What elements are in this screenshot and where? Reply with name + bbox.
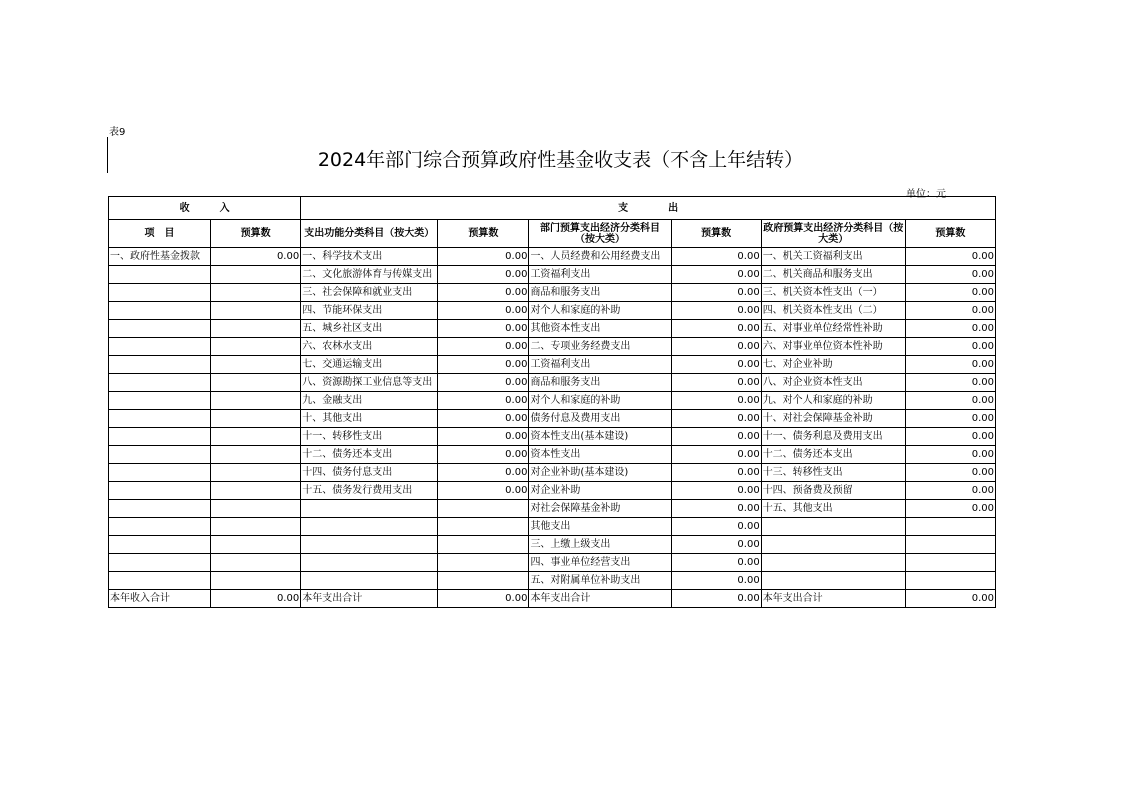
gov-econ-item-cell: 四、机关资本性支出（二） <box>761 302 905 320</box>
dept-econ-amount-cell: 0.00 <box>671 356 761 374</box>
dept-econ-amount-cell: 0.00 <box>671 590 761 608</box>
function-item-cell: 十一、转移性支出 <box>301 428 438 446</box>
dept-econ-item-cell: 二、专项业务经费支出 <box>529 338 671 356</box>
function-amount-cell: 0.00 <box>438 320 529 338</box>
gov-econ-item-cell <box>761 518 905 536</box>
table-row <box>109 410 996 428</box>
page-title: 2024年部门综合预算政府性基金收支表（不含上年结转） <box>317 149 804 171</box>
function-amount-cell <box>438 572 529 590</box>
dept-econ-amount-cell: 0.00 <box>671 518 761 536</box>
dept-econ-amount-cell: 0.00 <box>671 500 761 518</box>
function-item-cell: 十、其他支出 <box>301 410 438 428</box>
gov-econ-item-cell <box>761 554 905 572</box>
function-item-cell: 六、农林水支出 <box>301 338 438 356</box>
dept-econ-item-cell: 其他资本性支出 <box>529 320 671 338</box>
income-amount-cell <box>211 446 301 464</box>
income-amount-cell <box>211 338 301 356</box>
dept-econ-amount-cell: 0.00 <box>671 482 761 500</box>
income-amount-cell <box>211 320 301 338</box>
income-item-cell <box>109 392 211 410</box>
table-row <box>109 482 996 500</box>
function-amount-cell: 0.00 <box>438 482 529 500</box>
gov-econ-item-cell: 十、对社会保障基金补助 <box>761 410 905 428</box>
dept-econ-item-cell: 资本性支出(基本建设) <box>529 428 671 446</box>
totals-row <box>109 590 996 608</box>
gov-econ-amount-cell: 0.00 <box>905 248 995 266</box>
col-header-budget: 预算数 <box>905 220 995 248</box>
function-item-cell: 十二、债务还本支出 <box>301 446 438 464</box>
budget-table <box>108 196 996 608</box>
income-item-cell <box>109 482 211 500</box>
gov-econ-item-cell: 六、对事业单位资本性补助 <box>761 338 905 356</box>
income-amount-cell <box>211 284 301 302</box>
dept-econ-amount-cell: 0.00 <box>671 572 761 590</box>
income-amount-cell <box>211 572 301 590</box>
function-amount-cell <box>438 536 529 554</box>
table-row <box>109 518 996 536</box>
function-item-cell: 四、节能环保支出 <box>301 302 438 320</box>
function-item-cell <box>301 536 438 554</box>
dept-econ-amount-cell: 0.00 <box>671 410 761 428</box>
gov-econ-amount-cell: 0.00 <box>905 266 995 284</box>
col-header-dept-econ-class: 部门预算支出经济分类科目（按大类） <box>529 220 671 248</box>
function-amount-cell <box>438 554 529 572</box>
function-item-cell <box>301 572 438 590</box>
income-item-cell <box>109 410 211 428</box>
dept-econ-item-cell: 对社会保障基金补助 <box>529 500 671 518</box>
function-amount-cell: 0.00 <box>438 284 529 302</box>
gov-econ-amount-cell: 0.00 <box>905 482 995 500</box>
gov-econ-amount-cell: 0.00 <box>905 428 995 446</box>
dept-econ-item-cell: 对企业补助(基本建设) <box>529 464 671 482</box>
dept-econ-item-cell: 工资福利支出 <box>529 356 671 374</box>
income-amount-cell <box>211 374 301 392</box>
income-amount-cell <box>211 554 301 572</box>
expense-header: 支 出 <box>301 197 996 220</box>
col-header-item: 项 目 <box>109 220 211 248</box>
gov-econ-item-cell: 三、机关资本性支出（一） <box>761 284 905 302</box>
function-item-cell: 七、交通运输支出 <box>301 356 438 374</box>
income-amount-cell <box>211 392 301 410</box>
income-amount-cell <box>211 302 301 320</box>
function-item-cell: 本年支出合计 <box>301 590 438 608</box>
income-amount-cell: 0.00 <box>211 248 301 266</box>
income-item-cell <box>109 536 211 554</box>
income-amount-cell <box>211 410 301 428</box>
function-amount-cell: 0.00 <box>438 302 529 320</box>
income-item-cell <box>109 446 211 464</box>
gov-econ-item-cell: 十五、其他支出 <box>761 500 905 518</box>
table-row <box>109 536 996 554</box>
function-amount-cell: 0.00 <box>438 410 529 428</box>
function-amount-cell: 0.00 <box>438 392 529 410</box>
gov-econ-amount-cell: 0.00 <box>905 302 995 320</box>
header-row-columns <box>109 220 996 248</box>
dept-econ-item-cell: 四、事业单位经营支出 <box>529 554 671 572</box>
gov-econ-amount-cell: 0.00 <box>905 338 995 356</box>
function-item-cell: 八、资源勘探工业信息等支出 <box>301 374 438 392</box>
gov-econ-amount-cell <box>905 518 995 536</box>
income-amount-cell <box>211 500 301 518</box>
table-row <box>109 446 996 464</box>
function-item-cell: 十五、债务发行费用支出 <box>301 482 438 500</box>
dept-econ-amount-cell: 0.00 <box>671 338 761 356</box>
function-item-cell <box>301 554 438 572</box>
function-amount-cell: 0.00 <box>438 374 529 392</box>
table-row <box>109 572 996 590</box>
income-item-cell <box>109 572 211 590</box>
income-item-cell <box>109 302 211 320</box>
dept-econ-amount-cell: 0.00 <box>671 554 761 572</box>
income-item-cell <box>109 356 211 374</box>
dept-econ-amount-cell: 0.00 <box>671 536 761 554</box>
income-amount-cell <box>211 464 301 482</box>
dept-econ-amount-cell: 0.00 <box>671 428 761 446</box>
income-amount-cell <box>211 266 301 284</box>
dept-econ-item-cell: 对个人和家庭的补助 <box>529 302 671 320</box>
function-item-cell: 一、科学技术支出 <box>301 248 438 266</box>
table-row <box>109 374 996 392</box>
gov-econ-item-cell: 十二、债务还本支出 <box>761 446 905 464</box>
gov-econ-item-cell: 十三、转移性支出 <box>761 464 905 482</box>
function-item-cell <box>301 518 438 536</box>
function-amount-cell <box>438 500 529 518</box>
income-item-cell <box>109 428 211 446</box>
income-amount-cell <box>211 482 301 500</box>
table-row <box>109 500 996 518</box>
gov-econ-item-cell <box>761 536 905 554</box>
col-header-function-class: 支出功能分类科目（按大类） <box>301 220 438 248</box>
gov-econ-amount-cell: 0.00 <box>905 410 995 428</box>
table-row <box>109 392 996 410</box>
income-amount-cell <box>211 536 301 554</box>
gov-econ-amount-cell: 0.00 <box>905 464 995 482</box>
table-row <box>109 248 996 266</box>
col-header-gov-econ-class: 政府预算支出经济分类科目（按大类） <box>761 220 905 248</box>
gov-econ-item-cell: 一、机关工资福利支出 <box>761 248 905 266</box>
gov-econ-amount-cell: 0.00 <box>905 284 995 302</box>
function-item-cell: 二、文化旅游体育与传媒支出 <box>301 266 438 284</box>
gov-econ-item-cell: 本年支出合计 <box>761 590 905 608</box>
function-item-cell: 五、城乡社区支出 <box>301 320 438 338</box>
col-header-budget: 预算数 <box>671 220 761 248</box>
gov-econ-item-cell: 七、对企业补助 <box>761 356 905 374</box>
dept-econ-item-cell: 本年支出合计 <box>529 590 671 608</box>
gov-econ-amount-cell: 0.00 <box>905 356 995 374</box>
table-row <box>109 554 996 572</box>
table-row <box>109 464 996 482</box>
table-row <box>109 320 996 338</box>
col-header-budget: 预算数 <box>211 220 301 248</box>
dept-econ-amount-cell: 0.00 <box>671 374 761 392</box>
function-amount-cell: 0.00 <box>438 464 529 482</box>
function-amount-cell: 0.00 <box>438 428 529 446</box>
function-amount-cell: 0.00 <box>438 356 529 374</box>
income-item-cell <box>109 500 211 518</box>
income-amount-cell: 0.00 <box>211 590 301 608</box>
gov-econ-amount-cell: 0.00 <box>905 446 995 464</box>
table-row <box>109 338 996 356</box>
income-item-cell: 一、政府性基金拨款 <box>109 248 211 266</box>
dept-econ-amount-cell: 0.00 <box>671 266 761 284</box>
dept-econ-item-cell: 债务付息及费用支出 <box>529 410 671 428</box>
income-item-cell <box>109 320 211 338</box>
function-item-cell: 九、金融支出 <box>301 392 438 410</box>
table-row <box>109 266 996 284</box>
dept-econ-amount-cell: 0.00 <box>671 392 761 410</box>
dept-econ-item-cell: 三、上缴上级支出 <box>529 536 671 554</box>
dept-econ-item-cell: 对个人和家庭的补助 <box>529 392 671 410</box>
gov-econ-amount-cell <box>905 572 995 590</box>
income-item-cell <box>109 266 211 284</box>
income-amount-cell <box>211 428 301 446</box>
income-item-cell <box>109 338 211 356</box>
gov-econ-item-cell: 十四、预备费及预留 <box>761 482 905 500</box>
dept-econ-item-cell: 其他支出 <box>529 518 671 536</box>
dept-econ-amount-cell: 0.00 <box>671 320 761 338</box>
gov-econ-amount-cell <box>905 536 995 554</box>
function-item-cell: 十四、债务付息支出 <box>301 464 438 482</box>
gov-econ-amount-cell: 0.00 <box>905 374 995 392</box>
dept-econ-amount-cell: 0.00 <box>671 284 761 302</box>
dept-econ-item-cell: 工资福利支出 <box>529 266 671 284</box>
function-amount-cell: 0.00 <box>438 266 529 284</box>
function-item-cell <box>301 500 438 518</box>
gov-econ-item-cell <box>761 572 905 590</box>
function-amount-cell <box>438 518 529 536</box>
dept-econ-amount-cell: 0.00 <box>671 302 761 320</box>
income-item-cell <box>109 464 211 482</box>
income-item-cell: 本年收入合计 <box>109 590 211 608</box>
gov-econ-item-cell: 二、机关商品和服务支出 <box>761 266 905 284</box>
gov-econ-item-cell: 十一、债务利息及费用支出 <box>761 428 905 446</box>
dept-econ-item-cell: 一、人员经费和公用经费支出 <box>529 248 671 266</box>
gov-econ-amount-cell: 0.00 <box>905 392 995 410</box>
gov-econ-item-cell: 九、对个人和家庭的补助 <box>761 392 905 410</box>
dept-econ-item-cell: 资本性支出 <box>529 446 671 464</box>
table-row <box>109 284 996 302</box>
gov-econ-amount-cell: 0.00 <box>905 500 995 518</box>
table-row <box>109 428 996 446</box>
dept-econ-amount-cell: 0.00 <box>671 446 761 464</box>
gov-econ-item-cell: 五、对事业单位经常性补助 <box>761 320 905 338</box>
income-amount-cell <box>211 518 301 536</box>
table-row <box>109 302 996 320</box>
income-item-cell <box>109 284 211 302</box>
gov-econ-item-cell: 八、对企业资本性支出 <box>761 374 905 392</box>
function-amount-cell: 0.00 <box>438 338 529 356</box>
col-header-budget: 预算数 <box>438 220 529 248</box>
dept-econ-item-cell: 商品和服务支出 <box>529 284 671 302</box>
income-item-cell <box>109 518 211 536</box>
table-row <box>109 356 996 374</box>
income-item-cell <box>109 554 211 572</box>
function-amount-cell: 0.00 <box>438 590 529 608</box>
income-header: 收 入 <box>109 197 301 220</box>
table-number: 表9 <box>109 127 126 138</box>
dept-econ-amount-cell: 0.00 <box>671 464 761 482</box>
income-item-cell <box>109 374 211 392</box>
dept-econ-item-cell: 五、对附属单位补助支出 <box>529 572 671 590</box>
gov-econ-amount-cell: 0.00 <box>905 590 995 608</box>
gov-econ-amount-cell <box>905 554 995 572</box>
function-amount-cell: 0.00 <box>438 248 529 266</box>
gov-econ-amount-cell: 0.00 <box>905 320 995 338</box>
dept-econ-amount-cell: 0.00 <box>671 248 761 266</box>
function-amount-cell: 0.00 <box>438 446 529 464</box>
income-amount-cell <box>211 356 301 374</box>
dept-econ-item-cell: 商品和服务支出 <box>529 374 671 392</box>
unit-label: 单位：元 <box>906 189 946 200</box>
dept-econ-item-cell: 对企业补助 <box>529 482 671 500</box>
header-row-group <box>109 197 996 220</box>
function-item-cell: 三、社会保障和就业支出 <box>301 284 438 302</box>
